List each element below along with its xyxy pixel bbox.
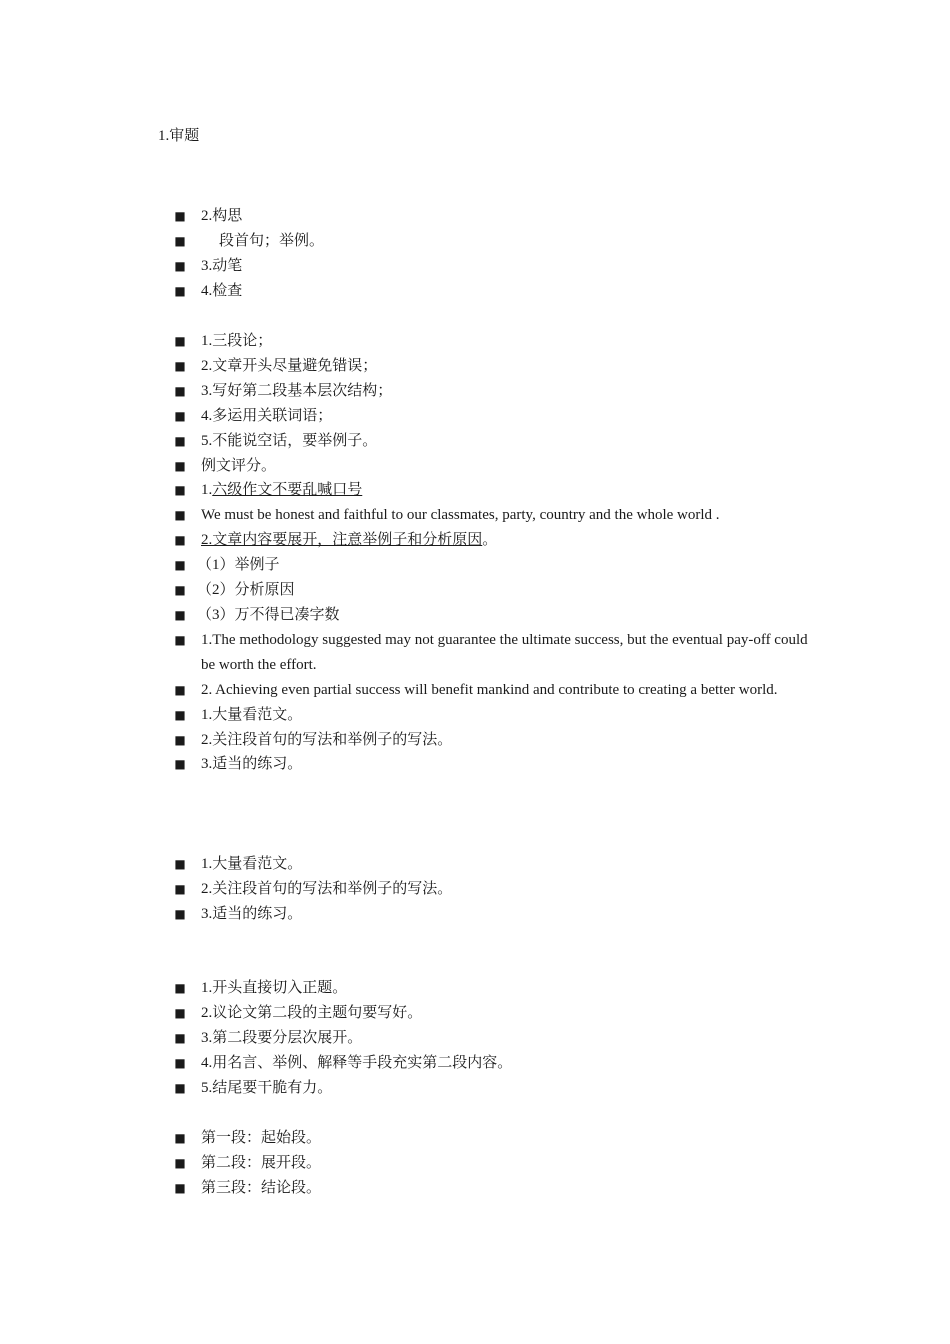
square-bullet-icon: ■ (174, 558, 186, 573)
list-item: ■ 2.关注段首句的写法和举例子的写法。 (172, 728, 812, 753)
list-item: ■ 4.检查 (172, 279, 812, 304)
square-bullet-icon: ■ (174, 533, 186, 548)
list-item: ■ （1）举例子 (172, 553, 812, 578)
list-item: ■ 2.构思 (172, 204, 812, 229)
list-item: ■ 1.三段论； (172, 329, 812, 354)
square-bullet-icon: ■ (174, 732, 186, 747)
list-item: ■ 3.适当的练习。 (172, 752, 812, 777)
square-bullet-icon: ■ (174, 283, 186, 298)
underlined-heading: 六级作文不要乱喊口号 (212, 482, 363, 499)
list-item: ■ （2）分析原因 (172, 578, 812, 603)
square-bullet-icon: ■ (174, 857, 186, 871)
list-item: ■ 2.文章开头尽量避免错误； (172, 354, 812, 379)
list-item: ■ 第二段：展开段。 (172, 1151, 812, 1176)
list-item: ■ 2.关注段首句的写法和举例子的写法。 (172, 877, 812, 902)
square-bullet-icon: ■ (174, 334, 186, 348)
square-bullet-icon: ■ (174, 1155, 186, 1170)
square-bullet-icon: ■ (174, 209, 186, 223)
square-bullet-icon: ■ (174, 632, 186, 647)
list-item: ■ We must be honest and faithful to our classmates, party, country and the whole world . (172, 503, 812, 528)
square-bullet-icon: ■ (174, 383, 186, 398)
square-bullet-icon: ■ (174, 607, 186, 622)
square-bullet-icon: ■ (174, 906, 186, 921)
list-item: ■ 1.六级作文不要乱喊口号 (172, 478, 812, 503)
list-item: ■ 例文评分。 (172, 454, 812, 479)
list-item: ■ 4.多运用关联词语； (172, 404, 812, 429)
square-bullet-icon: ■ (174, 508, 186, 523)
list-item: ■ 段首句；举例。 (172, 229, 812, 254)
list-practice (172, 852, 812, 927)
list-item: ■ 1.The methodology suggested may not guarantee the ultimate success, but the eventual pay-off could be worth the effort. (172, 628, 812, 678)
list-item: ■ （3）万不得已凑字数 (172, 603, 812, 628)
list-item: ■ 2.议论文第二段的主题句要写好。 (172, 1001, 812, 1026)
list-item: ■ 2.文章内容要展开，注意举例子和分析原因。 (172, 528, 812, 553)
list-item: ■ 1.开头直接切入正题。 (172, 976, 812, 1001)
square-bullet-icon: ■ (174, 981, 186, 995)
list-item: ■ 3.写好第二段基本层次结构； (172, 379, 812, 404)
square-bullet-icon: ■ (174, 433, 186, 448)
underlined-heading: 2.文章内容要展开，注意举例子和分析原因 (201, 532, 483, 549)
square-bullet-icon: ■ (174, 483, 186, 498)
square-bullet-icon: ■ (174, 1030, 186, 1045)
square-bullet-icon: ■ (174, 682, 186, 697)
list-item: ■ 5.结尾要干脆有力。 (172, 1076, 812, 1101)
square-bullet-icon: ■ (174, 757, 186, 772)
list-steps (172, 204, 812, 304)
square-bullet-icon: ■ (174, 233, 186, 248)
square-bullet-icon: ■ (174, 258, 186, 273)
list-item: ■ 第一段：起始段。 (172, 1126, 812, 1151)
list-item: ■ 1.大量看范文。 (172, 852, 812, 877)
square-bullet-icon: ■ (174, 408, 186, 423)
square-bullet-icon: ■ (174, 583, 186, 598)
square-bullet-icon: ■ (174, 1131, 186, 1145)
list-item: ■ 5.不能说空话，要举例子。 (172, 429, 812, 454)
list-tips (172, 329, 812, 777)
list-item: ■ 3.第二段要分层次展开。 (172, 1026, 812, 1051)
list-item: ■ 1.大量看范文。 (172, 703, 812, 728)
list-item: ■ 2. Achieving even partial success will benefit mankind and contribute to creating a better world. (172, 678, 812, 703)
list-writing-rules (172, 976, 812, 1101)
square-bullet-icon: ■ (174, 1180, 186, 1195)
heading-shenti: 1.审题 (158, 128, 200, 144)
square-bullet-icon: ■ (174, 1080, 186, 1095)
square-bullet-icon: ■ (174, 881, 186, 896)
list-item: ■ 3.动笔 (172, 254, 812, 279)
square-bullet-icon: ■ (174, 358, 186, 373)
square-bullet-icon: ■ (174, 1005, 186, 1020)
square-bullet-icon: ■ (174, 458, 186, 473)
square-bullet-icon: ■ (174, 1055, 186, 1070)
list-item: ■ 4.用名言、举例、解释等手段充实第二段内容。 (172, 1051, 812, 1076)
list-item: ■ 第三段：结论段。 (172, 1176, 812, 1201)
list-paragraphs (172, 1126, 812, 1201)
square-bullet-icon: ■ (174, 707, 186, 722)
list-item: ■ 3.适当的练习。 (172, 902, 812, 927)
